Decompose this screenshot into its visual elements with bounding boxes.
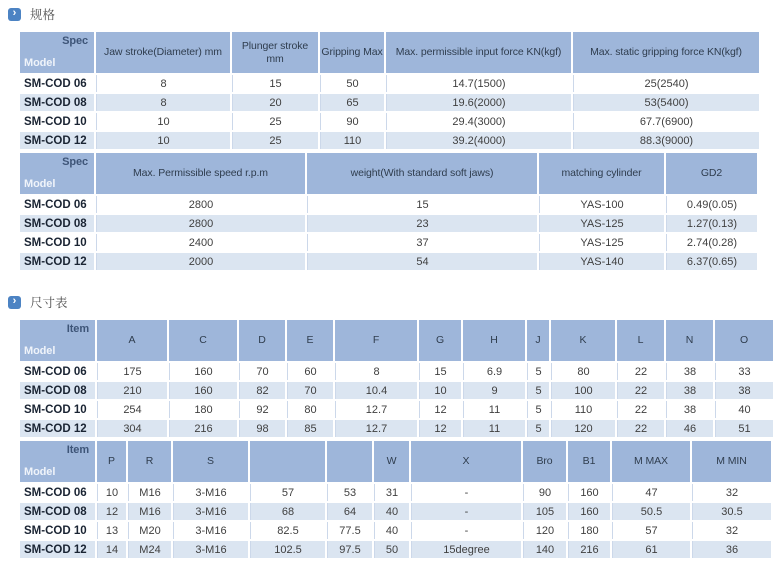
row-model-label: SM-COD 06 — [24, 198, 87, 211]
cell-value: 92 — [239, 401, 285, 418]
column-header: F — [335, 320, 417, 361]
cell-value: M16 — [128, 484, 171, 501]
cell-value: 14.7(1500) — [386, 75, 571, 92]
dimension-table-2 — [18, 439, 773, 560]
cell-value: 13 — [97, 522, 126, 539]
row-model-label: SM-COD 06 — [24, 365, 87, 378]
cell-value: 1.27(0.13) — [666, 215, 757, 232]
cell-value: 51 — [715, 420, 773, 437]
column-header: P — [97, 441, 126, 482]
table-row — [20, 484, 771, 501]
corner-bottom-label: Model — [24, 57, 56, 70]
cell-value: 216 — [568, 541, 610, 558]
cell-value: 5 — [527, 363, 549, 380]
cell-value: 3-M16 — [173, 522, 248, 539]
table-row — [20, 253, 757, 270]
cell-value: 2800 — [96, 196, 305, 213]
cell-value: 90 — [523, 484, 566, 501]
cell-value: 254 — [97, 401, 167, 418]
column-header: weight(With standard soft jaws) — [307, 153, 537, 194]
cell-value: 105 — [523, 503, 566, 520]
column-header: X — [411, 441, 521, 482]
cell-value: 33 — [715, 363, 773, 380]
corner-top-label: Item — [66, 444, 89, 456]
cell-value: 140 — [523, 541, 566, 558]
cell-value: 2000 — [96, 253, 305, 270]
cell-value: 6.37(0.65) — [666, 253, 757, 270]
row-model-label: SM-COD 08 — [20, 503, 95, 520]
row-model-label: SM-COD 12 — [20, 132, 94, 149]
table-row — [20, 420, 773, 437]
spec-table — [18, 30, 761, 151]
cell-value: 110 — [551, 401, 615, 418]
cell-value: 50 — [374, 541, 409, 558]
section-dimensions — [12, 294, 756, 560]
arrow-bullet-icon: › — [8, 296, 21, 309]
column-header: N — [666, 320, 713, 361]
cell-value: 120 — [551, 420, 615, 437]
cell-value: YAS-125 — [539, 215, 664, 232]
cell-value: 3-M16 — [173, 503, 248, 520]
column-header: W — [374, 441, 409, 482]
cell-value: 90 — [320, 113, 384, 130]
cell-value: 11 — [463, 420, 525, 437]
cell-value: 15 — [419, 363, 461, 380]
column-header: E — [287, 320, 333, 361]
section-specifications — [12, 6, 756, 272]
row-model-label: SM-COD 06 — [24, 486, 87, 499]
cell-value: 10 — [96, 132, 230, 149]
cell-value: 29.4(3000) — [386, 113, 571, 130]
column-header: Plunger stroke mm — [232, 32, 318, 73]
section-header — [8, 6, 756, 22]
column-header: matching cylinder — [539, 153, 664, 194]
cell-value: 304 — [97, 420, 167, 437]
cell-value: 2.74(0.28) — [666, 234, 757, 251]
cell-value: 22 — [617, 382, 664, 399]
cell-value: 38 — [666, 401, 713, 418]
corner-bottom-label: Model — [24, 466, 56, 479]
column-header: A — [97, 320, 167, 361]
row-model-label: SM-COD 08 — [20, 382, 95, 399]
column-header: O — [715, 320, 773, 361]
column-header: Jaw stroke(Diameter) mm — [96, 32, 230, 73]
row-model-label: SM-COD 08 — [20, 215, 94, 232]
cell-value: 12 — [419, 420, 461, 437]
row-model-label: SM-COD 12 — [20, 253, 94, 270]
column-header: B1 — [568, 441, 610, 482]
column-header: L — [617, 320, 664, 361]
section-title: 规格 — [30, 8, 56, 22]
arrow-bullet-icon: › — [8, 8, 21, 21]
cell-value: 60 — [287, 363, 333, 380]
table-row — [20, 215, 757, 232]
cell-value: 10.4 — [335, 382, 417, 399]
cell-value: 80 — [287, 401, 333, 418]
column-header: S — [173, 441, 248, 482]
cell-value: 12.7 — [335, 420, 417, 437]
table-row — [20, 75, 759, 92]
section-header — [8, 294, 756, 310]
cell-value: 70 — [287, 382, 333, 399]
cell-value: 25 — [232, 132, 318, 149]
dimension-table — [18, 318, 774, 439]
cell-value: 102.5 — [250, 541, 325, 558]
cell-value: M16 — [128, 503, 171, 520]
cell-value: 57 — [250, 484, 325, 501]
row-model-label: SM-COD 10 — [24, 115, 87, 128]
table-row — [20, 503, 771, 520]
cell-value: 9 — [463, 382, 525, 399]
cell-value: 6.9 — [463, 363, 525, 380]
corner-top-label: Spec — [62, 35, 88, 47]
cell-value: 40 — [715, 401, 773, 418]
cell-value: M20 — [128, 522, 171, 539]
table-row — [20, 196, 757, 213]
cell-value: 98 — [239, 420, 285, 437]
cell-value: 20 — [232, 94, 318, 111]
row-model-label: SM-COD 10 — [24, 524, 87, 537]
column-header: Gripping Max — [320, 32, 384, 73]
cell-value: 15 — [307, 196, 537, 213]
cell-value: 22 — [617, 363, 664, 380]
column-header: Max. permissible input force KN(kgf) — [386, 32, 571, 73]
corner-bottom-label: Model — [24, 178, 56, 191]
cell-value: 175 — [97, 363, 167, 380]
cell-value: 3-M16 — [173, 484, 248, 501]
row-model-label: SM-COD 10 — [24, 403, 87, 416]
cell-value: 30.5 — [692, 503, 771, 520]
row-model-label: SM-COD 12 — [20, 420, 95, 437]
cell-value: - — [411, 484, 521, 501]
cell-value: 64 — [327, 503, 372, 520]
column-header — [250, 441, 325, 482]
cell-value: 8 — [96, 75, 230, 92]
cell-value: - — [411, 503, 521, 520]
cell-value: 10 — [96, 113, 230, 130]
table-row — [20, 522, 771, 539]
cell-value: 50 — [320, 75, 384, 92]
cell-value: 100 — [551, 382, 615, 399]
cell-value: 216 — [169, 420, 237, 437]
column-header: Bro — [523, 441, 566, 482]
row-model-label: SM-COD 08 — [20, 94, 94, 111]
column-header: M MAX — [612, 441, 690, 482]
cell-value: 77.5 — [327, 522, 372, 539]
cell-value: 40 — [374, 503, 409, 520]
cell-value: 14 — [97, 541, 126, 558]
table-row — [20, 382, 773, 399]
column-header: C — [169, 320, 237, 361]
column-header: Max. Permissible speed r.p.m — [96, 153, 305, 194]
table-row — [20, 234, 757, 251]
column-header — [327, 441, 372, 482]
corner-top-label: Item — [66, 323, 89, 335]
cell-value: 65 — [320, 94, 384, 111]
column-header: GD2 — [666, 153, 757, 194]
table-row — [20, 94, 759, 111]
cell-value: 12.7 — [335, 401, 417, 418]
cell-value: 160 — [169, 363, 237, 380]
cell-value: 23 — [307, 215, 537, 232]
cell-value: 5 — [527, 401, 549, 418]
cell-value: 160 — [568, 484, 610, 501]
corner-header-cell — [20, 153, 94, 194]
cell-value: 36 — [692, 541, 771, 558]
cell-value: 3-M16 — [173, 541, 248, 558]
cell-value: 38 — [666, 382, 713, 399]
cell-value: 210 — [97, 382, 167, 399]
cell-value: 80 — [551, 363, 615, 380]
corner-header-cell — [20, 320, 95, 361]
cell-value: 5 — [527, 420, 549, 437]
cell-value: 180 — [169, 401, 237, 418]
row-model-label: SM-COD 06 — [24, 77, 87, 90]
table-row — [20, 541, 771, 558]
cell-value: 46 — [666, 420, 713, 437]
cell-value: 0.49(0.05) — [666, 196, 757, 213]
cell-value: 88.3(9000) — [573, 132, 759, 149]
cell-value: 15degree — [411, 541, 521, 558]
column-header: G — [419, 320, 461, 361]
table-row — [20, 363, 773, 380]
cell-value: 8 — [335, 363, 417, 380]
column-header: R — [128, 441, 171, 482]
corner-header-cell — [20, 32, 94, 73]
cell-value: 110 — [320, 132, 384, 149]
cell-value: M24 — [128, 541, 171, 558]
cell-value: 68 — [250, 503, 325, 520]
cell-value: 12 — [419, 401, 461, 418]
corner-header-cell — [20, 441, 95, 482]
column-header: J — [527, 320, 549, 361]
column-header: Max. static gripping force KN(kgf) — [573, 32, 759, 73]
cell-value: 31 — [374, 484, 409, 501]
cell-value: 39.2(4000) — [386, 132, 571, 149]
cell-value: 2800 — [96, 215, 305, 232]
cell-value: 12 — [97, 503, 126, 520]
cell-value: 47 — [612, 484, 690, 501]
cell-value: 160 — [169, 382, 237, 399]
cell-value: 180 — [568, 522, 610, 539]
cell-value: 5 — [527, 382, 549, 399]
cell-value: 37 — [307, 234, 537, 251]
cell-value: 2400 — [96, 234, 305, 251]
cell-value: 40 — [374, 522, 409, 539]
row-model-label: SM-COD 12 — [20, 541, 95, 558]
cell-value: 15 — [232, 75, 318, 92]
cell-value: 22 — [617, 420, 664, 437]
cell-value: 57 — [612, 522, 690, 539]
cell-value: 8 — [96, 94, 230, 111]
section-title: 尺寸表 — [30, 296, 68, 310]
cell-value: 82 — [239, 382, 285, 399]
row-model-label: SM-COD 10 — [24, 236, 87, 249]
corner-top-label: Spec — [62, 156, 88, 168]
corner-bottom-label: Model — [24, 345, 56, 358]
column-header: H — [463, 320, 525, 361]
cell-value: 70 — [239, 363, 285, 380]
cell-value: 10 — [97, 484, 126, 501]
cell-value: 53 — [327, 484, 372, 501]
spec-table-2 — [18, 151, 759, 272]
cell-value: YAS-140 — [539, 253, 664, 270]
table-row — [20, 113, 759, 130]
cell-value: 67.7(6900) — [573, 113, 759, 130]
cell-value: YAS-100 — [539, 196, 664, 213]
cell-value: 85 — [287, 420, 333, 437]
table-row — [20, 401, 773, 418]
cell-value: 61 — [612, 541, 690, 558]
cell-value: YAS-125 — [539, 234, 664, 251]
cell-value: 82.5 — [250, 522, 325, 539]
cell-value: 25(2540) — [573, 75, 759, 92]
cell-value: 53(5400) — [573, 94, 759, 111]
cell-value: 32 — [692, 522, 771, 539]
column-header: M MIN — [692, 441, 771, 482]
cell-value: - — [411, 522, 521, 539]
cell-value: 25 — [232, 113, 318, 130]
cell-value: 38 — [715, 382, 773, 399]
cell-value: 160 — [568, 503, 610, 520]
cell-value: 50.5 — [612, 503, 690, 520]
cell-value: 11 — [463, 401, 525, 418]
column-header: K — [551, 320, 615, 361]
table-row — [20, 132, 759, 149]
cell-value: 32 — [692, 484, 771, 501]
cell-value: 19.6(2000) — [386, 94, 571, 111]
cell-value: 120 — [523, 522, 566, 539]
cell-value: 38 — [666, 363, 713, 380]
cell-value: 10 — [419, 382, 461, 399]
cell-value: 22 — [617, 401, 664, 418]
cell-value: 54 — [307, 253, 537, 270]
column-header: D — [239, 320, 285, 361]
cell-value: 97.5 — [327, 541, 372, 558]
